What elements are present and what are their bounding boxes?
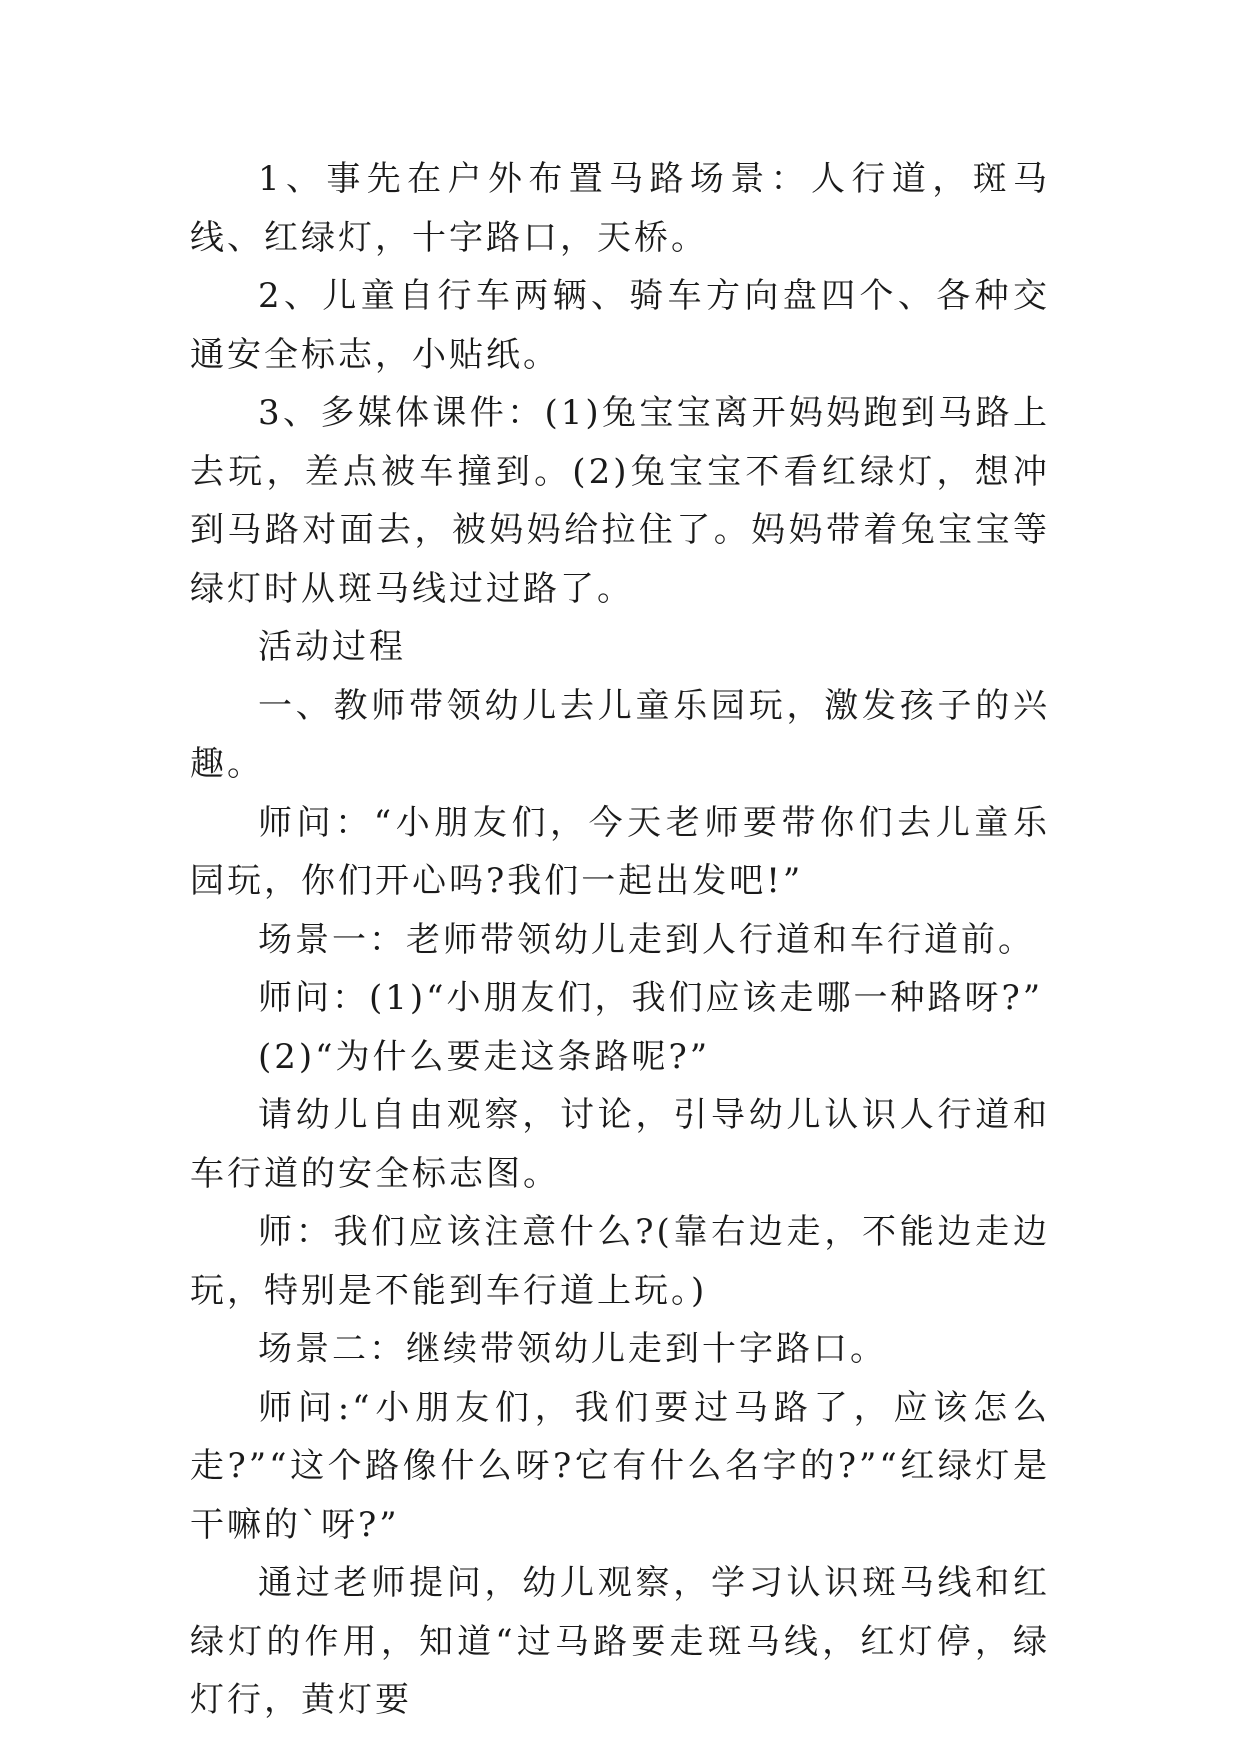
- paragraph-materials-1: 1、事先在户外布置马路场景：人行道，斑马线、红绿灯，十字路口，天桥。: [190, 159, 1050, 258]
- paragraph-teacher-question-2: 师问：(1)“小朋友们，我们应该走哪一种路呀?”: [258, 978, 1044, 1018]
- paragraph-teacher-note: 师：我们应该注意什么?(靠右边走，不能边走边玩，特别是不能到车行道上玩。): [190, 1212, 1050, 1311]
- paragraph-teacher-question-4: 师问:“小朋友们，我们要过马路了，应该怎么走?”“这个路像什么呀?它有什么名字的?”“红绿灯是干嘛的`呀?”: [190, 1387, 1050, 1545]
- paragraph-teacher-question-3: (2)“为什么要走这条路呢?”: [258, 1036, 711, 1077]
- paragraph-scene-2: 场景二：继续带领幼儿走到十字路口。: [258, 1329, 887, 1369]
- paragraph-scene-1: 场景一：老师带领幼儿走到人行道和车行道前。: [258, 919, 1035, 960]
- section-heading-activity-process: 活动过程: [258, 627, 406, 667]
- paragraph-materials-2: 2、儿童自行车两辆、骑车方向盘四个、各种交通安全标志，小贴纸。: [190, 276, 1050, 375]
- paragraph-teacher-question-1: 师问：“小朋友们，今天老师要带你们去儿童乐园玩，你们开心吗?我们一起出发吧!”: [190, 802, 1050, 901]
- paragraph-step-1: 一、教师带领幼儿去儿童乐园玩，激发孩子的兴趣。: [190, 685, 1050, 784]
- paragraph-learning-goal: 通过老师提问，幼儿观察，学习认识斑马线和红绿灯的作用，知道“过马路要走斑马线，红灯停，绿灯行，黄灯要: [190, 1563, 1050, 1720]
- paragraph-observation: 请幼儿自由观察，讨论，引导幼儿认识人行道和车行道的安全标志图。: [190, 1095, 1050, 1194]
- document-body: [190, 150, 1050, 1730]
- paragraph-materials-3: 3、多媒体课件：(1)兔宝宝离开妈妈跑到马路上去玩，差点被车撞到。(2)兔宝宝不看红绿灯，想冲到马路对面去，被妈妈给拉住了。妈妈带着兔宝宝等绿灯时从斑马线过过路了。: [190, 393, 1050, 609]
